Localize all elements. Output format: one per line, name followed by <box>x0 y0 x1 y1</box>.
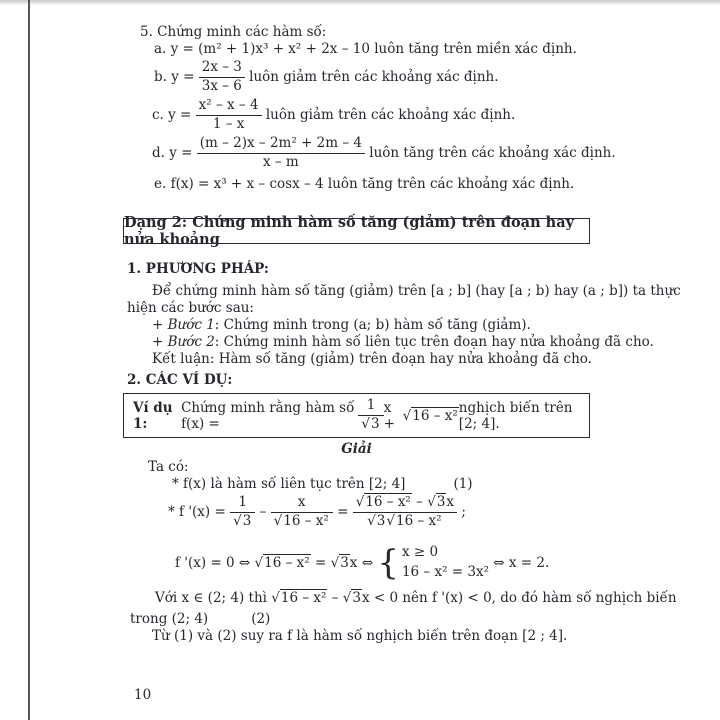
solution-continuity-line <box>172 476 473 492</box>
equals-sign: = <box>332 504 353 521</box>
radicand: 3 <box>371 416 380 432</box>
zero-result: ⇔ x = 2. <box>489 554 550 571</box>
system-of-conditions <box>377 543 489 582</box>
condition-2: 16 – x² = 3x² <box>401 563 489 580</box>
method-intro-1-text: Để chứng minh hàm số tăng (giảm) trên [a ; b] (hay [a ; b) hay (a ; b]) ta thực <box>152 283 681 299</box>
method-step-1 <box>152 317 531 333</box>
item-d-fraction <box>197 135 365 171</box>
solution-voi-line <box>155 590 677 606</box>
problem-5-item-e <box>154 176 574 192</box>
radicand: 16 – x² <box>396 512 442 529</box>
sqrt <box>255 555 311 571</box>
item-d-pre: d. y = <box>152 145 197 162</box>
x-term: x <box>446 494 455 510</box>
denominator: x – m <box>197 153 365 172</box>
method-conclusion-text: Kết luận: Hàm số tăng (giảm) trên đoạn hay nửa khoảng đã cho. <box>152 351 592 367</box>
example-1-mid: x + <box>383 399 395 432</box>
problem-5-item-b <box>154 59 499 95</box>
solution-trong-line <box>130 611 270 627</box>
example-1-pre: Chứng minh rằng hàm số f(x) = <box>181 399 355 432</box>
derivative-pre: * f '(x) = <box>168 504 231 521</box>
method-intro-2-text: hiện các bước sau: <box>127 300 254 316</box>
denominator: 1 – x <box>196 115 262 134</box>
sqrt <box>356 494 412 512</box>
final-text: Từ (1) và (2) suy ra f là hàm số nghịch biến trên đoạn [2 ; 4]. <box>152 628 568 644</box>
radicand: 16 – x² <box>412 407 458 424</box>
example-1-label: Ví dụ 1: <box>133 399 173 432</box>
voi-post: < 0 nên f '(x) < 0, do đó hàm số nghịch biến <box>369 590 677 606</box>
radicand: 16 – x² <box>283 512 329 529</box>
voi-pre: Với x ∈ (2; 4) thì <box>155 590 272 606</box>
sqrt <box>367 513 386 531</box>
sqrt <box>233 513 252 531</box>
left-brace: { <box>377 542 399 583</box>
problem-5-item-a <box>154 41 577 57</box>
radicand: 16 – x² <box>280 590 327 606</box>
numerator: 1 <box>366 397 376 414</box>
derivative-fraction-3 <box>353 494 457 530</box>
step-1-label: Bước 1 <box>167 317 215 333</box>
example-1-box <box>123 393 590 438</box>
item-c-pre: c. y = <box>152 107 196 124</box>
numerator <box>353 494 457 512</box>
method-heading-text: 1. PHƯƠNG PHÁP: <box>127 261 269 277</box>
denominator: 3x – 6 <box>199 77 245 96</box>
item-b-fraction <box>199 59 245 95</box>
zero-pre: f '(x) = 0 ⇔ <box>175 554 255 571</box>
step-2-text: : Chứng minh hàm số liên tục trên đoạn hay nửa khoảng đã cho. <box>214 334 654 350</box>
numerator: (m – 2)x – 2m² + 2m – 4 <box>199 135 362 151</box>
problem-5-heading <box>140 24 326 40</box>
item-b-pre: b. y = <box>154 69 199 86</box>
solution-derivative-line <box>168 494 466 530</box>
method-step-2 <box>152 334 654 350</box>
dang-2-title-text: Dạng 2: Chứng minh hàm số tăng (giảm) trên đoạn hay nửa khoảng <box>124 214 575 248</box>
item-d-post: luôn tăng trên các khoảng xác định. <box>364 145 616 162</box>
item-c-post: luôn giảm trên các khoảng xác định. <box>261 107 516 124</box>
sqrt <box>427 494 446 512</box>
zero-tail: x ⇔ <box>349 554 378 571</box>
sqrt <box>274 513 330 531</box>
radicand: 16 – x² <box>264 554 310 571</box>
radicand: 3 <box>340 554 349 571</box>
minus-sign: – <box>327 590 343 606</box>
examples-heading-text: 2. CÁC VÍ DỤ: <box>127 372 233 388</box>
radicand: 16 – x² <box>365 494 411 510</box>
solution-label <box>123 441 590 457</box>
derivative-fraction-1 <box>230 494 255 530</box>
problem-5-item-d <box>152 135 616 171</box>
derivative-fraction-2 <box>271 494 333 530</box>
radicand: 3 <box>436 494 446 510</box>
minus-sign: – <box>411 494 428 510</box>
solution-final-line <box>152 628 567 644</box>
radicand: 3 <box>352 590 361 606</box>
sqrt <box>386 513 442 531</box>
numerator: 2x – 3 <box>201 59 242 75</box>
ref-1: (1) <box>453 476 473 492</box>
solution-taco <box>148 459 189 475</box>
continuity-text: * f(x) là hàm số liên tục trên [2; 4] <box>172 476 406 492</box>
minus-sign: – <box>255 504 271 521</box>
sqrt <box>343 590 362 606</box>
method-heading <box>127 261 269 277</box>
step-2-plus: + <box>152 334 168 350</box>
solution-label-text: Giải <box>341 441 372 457</box>
sqrt <box>361 416 380 434</box>
problem-5-item-c <box>152 97 515 133</box>
step-1-plus: + <box>152 317 168 333</box>
method-conclusion <box>152 351 592 367</box>
sqrt <box>403 408 459 424</box>
method-intro-line-1 <box>152 283 681 299</box>
problem-5-heading-text: 5. Chứng minh các hàm số: <box>140 24 327 40</box>
numerator: x² – x – 4 <box>198 97 259 113</box>
condition-1: x ≥ 0 <box>401 544 439 560</box>
denominator <box>353 512 457 531</box>
item-c-fraction <box>196 97 262 133</box>
item-a-text: a. y = (m² + 1)x³ + x² + 2x – 10 luôn tăng trên miền xác định. <box>154 41 577 57</box>
step-1-text: : Chứng minh trong (a; b) hàm số tăng (giảm). <box>214 317 531 333</box>
example-1-fraction <box>358 397 383 433</box>
ref-2: (2) <box>251 611 271 627</box>
method-intro-line-2 <box>127 300 254 316</box>
semicolon: ; <box>457 504 466 521</box>
example-1-post: nghịch biến trên [2; 4]. <box>458 399 573 432</box>
page-top-edge-shadow <box>0 0 720 5</box>
radicand: 3 <box>376 512 386 529</box>
denominator <box>230 512 255 531</box>
sqrt <box>331 555 350 571</box>
numerator: x <box>297 494 306 510</box>
step-2-label: Bước 2 <box>167 334 215 350</box>
item-b-post: luôn giảm trên các khoảng xác định. <box>244 69 499 86</box>
examples-heading <box>127 372 232 388</box>
sqrt <box>271 590 327 606</box>
radicand: 3 <box>242 512 252 529</box>
page-number <box>134 687 151 703</box>
denominator <box>358 415 383 434</box>
page-left-rule <box>28 0 30 720</box>
numerator: 1 <box>238 494 247 510</box>
trong-text: trong (2; 4) <box>130 611 209 627</box>
denominator <box>271 512 333 531</box>
conditions-stack <box>402 543 489 582</box>
page-number-text: 10 <box>134 687 152 703</box>
solution-zero-line <box>175 543 549 582</box>
dang-2-title-box <box>123 214 590 248</box>
item-e-text: e. f(x) = x³ + x – cosx – 4 luôn tăng trên các khoảng xác định. <box>154 176 575 192</box>
taco-text: Ta có: <box>148 459 189 475</box>
equals-sign: = <box>310 554 331 571</box>
x-term: x <box>361 590 370 606</box>
